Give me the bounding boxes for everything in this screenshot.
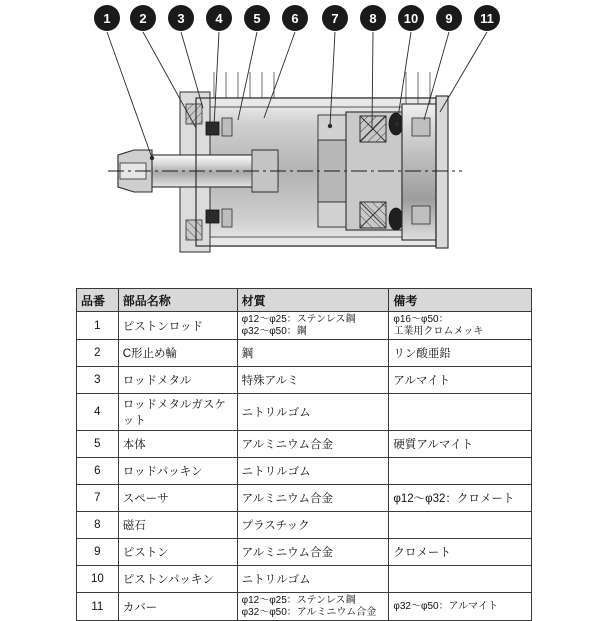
cell-part-no: 2 [77, 340, 119, 367]
cell-part-no: 8 [77, 512, 119, 539]
cell-material: 特殊アルミ [237, 367, 389, 394]
cell-material: アルミニウム合金 [237, 485, 389, 512]
cell-note [389, 394, 532, 431]
table-row [77, 566, 532, 593]
cell-part-no: 7 [77, 485, 119, 512]
cell-part-name: スペーサ [118, 485, 237, 512]
cell-part-name: ロッドメタルガスケット [118, 394, 237, 431]
callout-9: 9 [436, 5, 462, 31]
cell-material: 鋼 [237, 340, 389, 367]
callout-3: 3 [168, 5, 194, 31]
header-note: 備考 [389, 289, 532, 312]
cell-part-no: 1 [77, 312, 119, 340]
cell-part-no: 6 [77, 458, 119, 485]
cell-part-name: ピストン [118, 539, 237, 566]
cell-part-name: ピストンロッド [118, 312, 237, 340]
cell-part-name: 磁石 [118, 512, 237, 539]
cell-part-no: 5 [77, 431, 119, 458]
cell-part-no: 11 [77, 593, 119, 621]
cell-part-name: C形止め輪 [118, 340, 237, 367]
callout-number-group [0, 0, 600, 300]
cell-note: クロメート [389, 539, 532, 566]
cell-note [389, 566, 532, 593]
cell-part-no: 9 [77, 539, 119, 566]
header-part-name: 部品名称 [118, 289, 237, 312]
table-row [77, 431, 532, 458]
cell-material: アルミニウム合金 [237, 431, 389, 458]
cell-part-name: ロッドパッキン [118, 458, 237, 485]
cell-note: φ32～φ50：アルマイト [389, 593, 532, 621]
callout-4: 4 [206, 5, 232, 31]
cell-note: φ16～φ50： 工業用クロムメッキ [389, 312, 532, 340]
callout-8: 8 [360, 5, 386, 31]
table-row [77, 512, 532, 539]
cell-note: φ12～φ32：クロメート [389, 485, 532, 512]
cell-material: プラスチック [237, 512, 389, 539]
cell-part-no: 4 [77, 394, 119, 431]
cell-material: ニトリルゴム [237, 394, 389, 431]
table-row [77, 340, 532, 367]
cell-note [389, 458, 532, 485]
callout-6: 6 [282, 5, 308, 31]
table-row [77, 593, 532, 621]
cell-note: 硬質アルマイト [389, 431, 532, 458]
callout-11: 11 [474, 5, 500, 31]
cell-material: ニトリルゴム [237, 458, 389, 485]
table-row [77, 312, 532, 340]
table-row [77, 458, 532, 485]
callout-10: 10 [398, 5, 424, 31]
table-body [77, 312, 532, 621]
cell-material: φ12～φ25：ステンレス鋼 φ32～φ50：アルミニウム合金 [237, 593, 389, 621]
table-row [77, 367, 532, 394]
cell-note: リン酸亜鉛 [389, 340, 532, 367]
cell-part-no: 10 [77, 566, 119, 593]
table-row [77, 539, 532, 566]
cell-part-no: 3 [77, 367, 119, 394]
cell-material: φ12～φ25：ステンレス鋼 φ32～φ50：鋼 [237, 312, 389, 340]
callout-1: 1 [94, 5, 120, 31]
table-row [77, 394, 532, 431]
header-material: 材質 [237, 289, 389, 312]
header-part-no: 品番 [77, 289, 119, 312]
cell-part-name: ロッドメタル [118, 367, 237, 394]
table-header-row [77, 289, 532, 312]
parts-table [76, 288, 532, 621]
callout-5: 5 [244, 5, 270, 31]
cell-part-name: 本体 [118, 431, 237, 458]
cell-note: アルマイト [389, 367, 532, 394]
callout-7: 7 [322, 5, 348, 31]
cell-part-name: ピストンパッキン [118, 566, 237, 593]
cell-note [389, 512, 532, 539]
callout-2: 2 [130, 5, 156, 31]
cell-part-name: カバー [118, 593, 237, 621]
cell-material: アルミニウム合金 [237, 539, 389, 566]
table-row [77, 485, 532, 512]
cell-material: ニトリルゴム [237, 566, 389, 593]
